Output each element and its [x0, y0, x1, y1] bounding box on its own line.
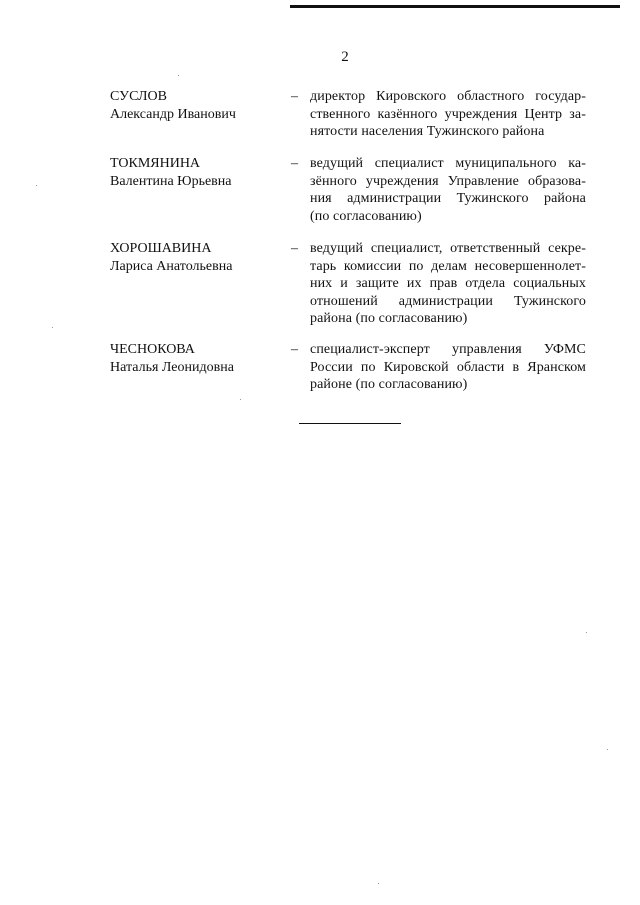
- member-role-line: отношений администрации Тужинского: [310, 293, 586, 309]
- scan-speck: [240, 399, 241, 400]
- member-role: [310, 341, 586, 394]
- member-given-names: Александр Иванович: [110, 106, 236, 122]
- member-surname: ХОРОШАВИНА: [110, 241, 212, 256]
- member-role: [310, 88, 586, 141]
- scan-speck: [52, 327, 53, 328]
- scan-speck: [36, 185, 37, 186]
- member-role-line: ведущий специалист, ответственный секре-: [310, 241, 586, 256]
- member-surname: ЧЕСНОКОВА: [110, 342, 195, 357]
- member-role-line: России по Кировской области в Яранском: [310, 359, 586, 375]
- member-dash: –: [291, 342, 298, 357]
- member-surname: СУСЛОВ: [110, 89, 167, 104]
- end-rule: [299, 423, 401, 424]
- member-surname: ТОКМЯНИНА: [110, 156, 201, 171]
- member-role-line: (по согласованию): [310, 208, 422, 224]
- member-role: [310, 240, 586, 328]
- member-role-line: нятости населения Тужинского района: [310, 124, 545, 139]
- scan-speck: [586, 632, 587, 633]
- member-dash: –: [291, 156, 298, 171]
- member-given-names: Наталья Леонидовна: [110, 359, 234, 375]
- member-role-line: зённого учреждения Управление образова-: [310, 173, 586, 189]
- member-role-line: ния администрации Тужинского района: [310, 191, 586, 206]
- scan-speck: [607, 749, 608, 750]
- member-given-names: Лариса Анатольевна: [110, 258, 233, 274]
- member-given-names: Валентина Юрьевна: [110, 173, 232, 189]
- member-role-line: ственного казённого учреждения Центр за-: [310, 106, 586, 122]
- member-dash: –: [291, 89, 298, 104]
- page-number: 2: [341, 49, 349, 65]
- member-role-line: директор Кировского областного государ-: [310, 89, 586, 104]
- member-role-line: них и защите их прав отдела социальных: [310, 276, 586, 291]
- member-role-line: ведущий специалист муниципального ка-: [310, 156, 586, 171]
- scan-speck: [178, 75, 179, 76]
- member-name: [110, 88, 280, 123]
- member-name: [110, 240, 280, 275]
- member-role: [310, 155, 586, 225]
- member-name: [110, 341, 280, 376]
- member-dash: –: [291, 241, 298, 256]
- member-role-line: специалист-эксперт управления УФМС: [310, 342, 586, 357]
- member-role-line: тарь комиссии по делам несовершеннолет-: [310, 258, 586, 274]
- member-role-line: района (по согласованию): [310, 311, 468, 326]
- member-name: [110, 155, 280, 190]
- scan-speck: [378, 883, 379, 884]
- member-role-line: районе (по согласованию): [310, 377, 468, 392]
- top-rule: [290, 5, 620, 8]
